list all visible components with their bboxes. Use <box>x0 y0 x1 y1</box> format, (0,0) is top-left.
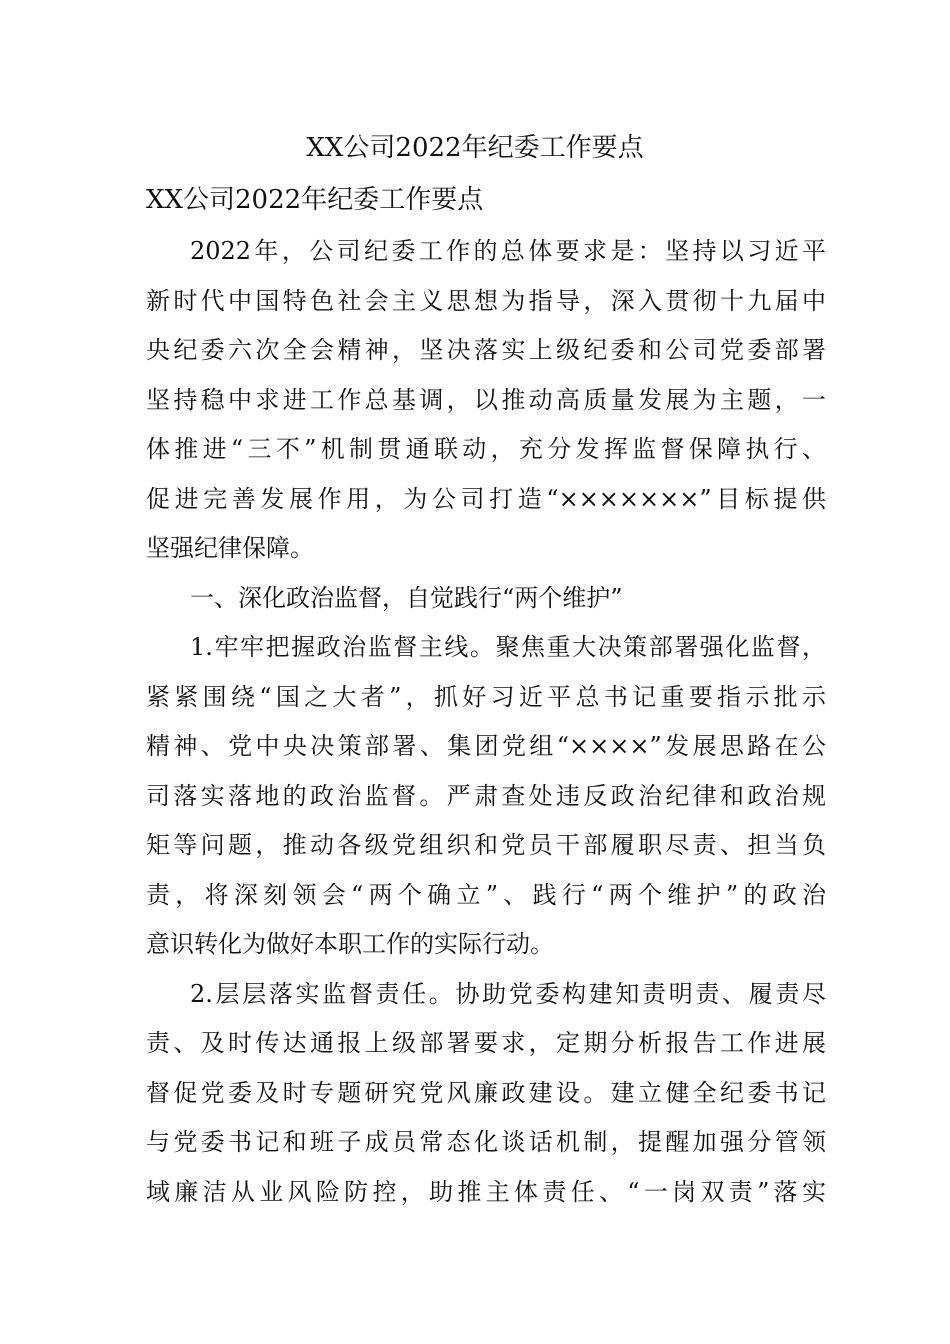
paragraph-line: 司落实落地的政治监督。严肃查处违反政治纪律和政治规 <box>146 781 826 810</box>
document-body <box>146 231 826 1221</box>
paragraph-line: 矩等问题，推动各级党组织和党员干部履职尽责、担当负 <box>146 831 826 859</box>
paragraph-line: 意识转化为做好本职工作的实际行动。 <box>146 930 554 958</box>
paragraph-line: 域廉洁从业风险防控，助推主体责任、“一岗双责”落实 <box>146 1177 826 1206</box>
paragraph-line: 促进完善发展作用，为公司打造“×××××××”目标提供 <box>146 484 826 513</box>
paragraph-line: 央纪委六次全会精神，坚决落实上级纪委和公司党委部署 <box>146 336 826 364</box>
paragraph-line: 督促党委及时专题研究党风廉政建设。建立健全纪委书记 <box>146 1078 826 1107</box>
paragraph-line: 2022年，公司纪委工作的总体要求是：坚持以习近平 <box>190 237 826 265</box>
paragraph-line: 2.层层落实监督责任。协助党委构建知责明责、履责尽 <box>190 979 826 1008</box>
paragraph-line: 体推进“三不”机制贯通联动，充分发挥监督保障执行、 <box>146 435 826 463</box>
paragraph-line: 责、及时传达通报上级部署要求，定期分析报告工作进展 <box>146 1029 826 1057</box>
paragraph-line: 1.牢牢把握政治监督主线。聚焦重大决策部署强化监督， <box>190 633 826 661</box>
section-heading: 一、深化政治监督，自觉践行“两个维护” <box>190 583 623 612</box>
paragraph-line: 新时代中国特色社会主义思想为指导，深入贯彻十九届中 <box>146 286 826 315</box>
paragraph-line: 坚持稳中求进工作总基调，以推动高质量发展为主题，一 <box>146 385 826 414</box>
document-title: XX公司2022年纪委工作要点 <box>306 133 644 163</box>
document-subtitle: XX公司2022年纪委工作要点 <box>146 185 484 215</box>
paragraph-line: 紧紧围绕“国之大者”，抓好习近平总书记重要指示批示 <box>146 682 826 711</box>
paragraph-line: 精神、党中央决策部署、集团党组“××××”发展思路在公 <box>146 732 826 760</box>
paragraph-line: 与党委书记和班子成员常态化谈话机制，提醒加强分管领 <box>146 1128 826 1156</box>
paragraph-line: 责，将深刻领会“两个确立”、践行“两个维护”的政治 <box>146 880 826 909</box>
paragraph-line: 坚强纪律保障。 <box>146 534 314 562</box>
